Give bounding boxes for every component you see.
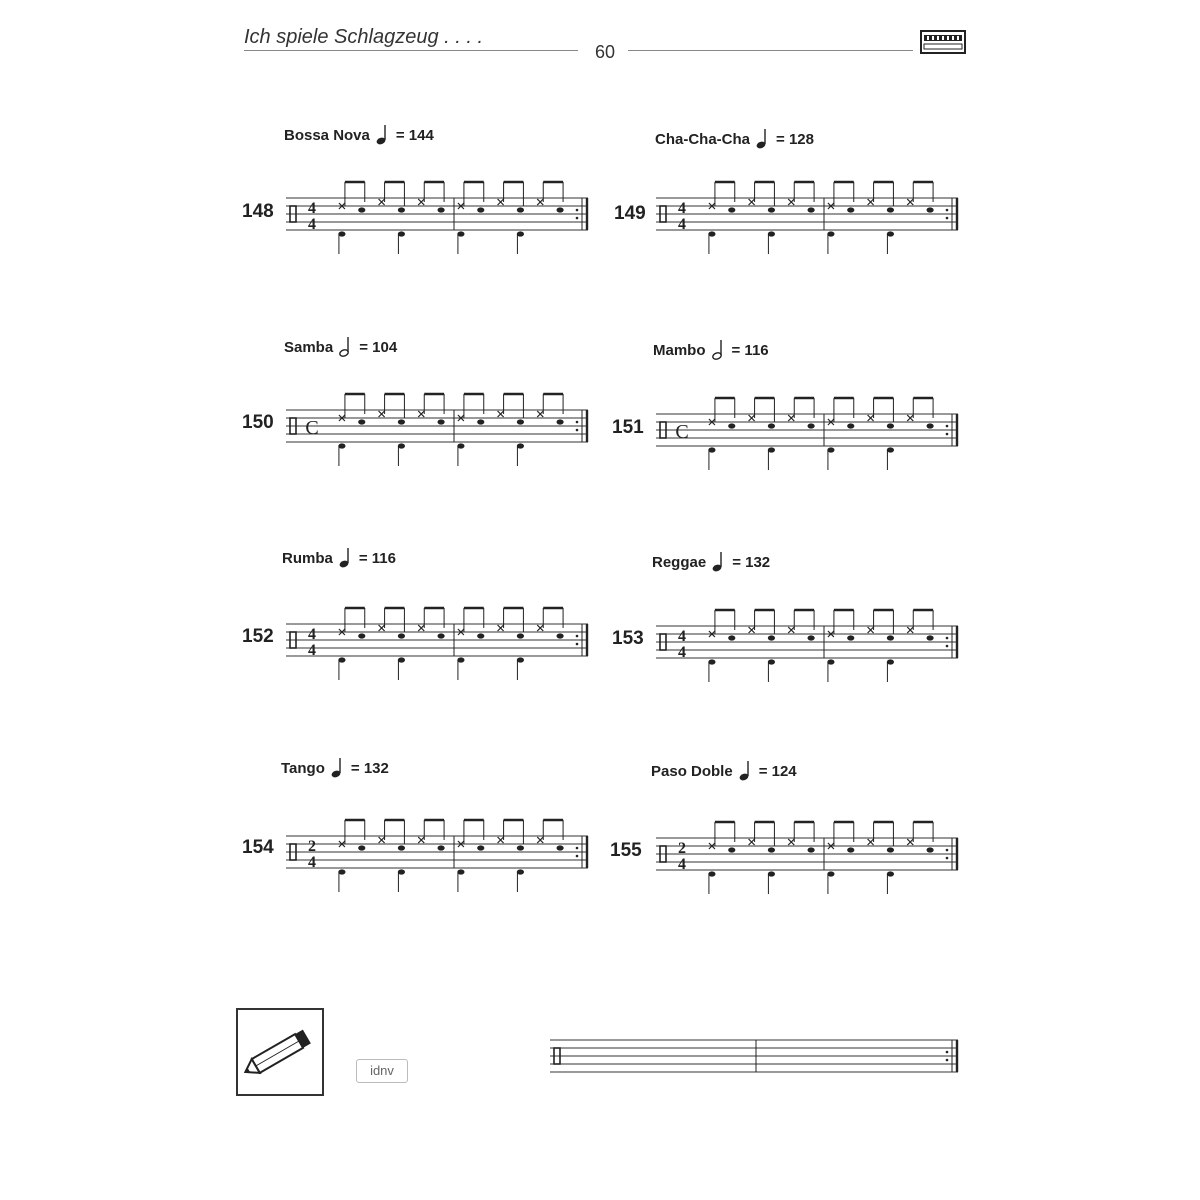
snare-note-icon — [517, 207, 524, 212]
exercise-number-155: 155 — [610, 840, 642, 861]
tempo-value: = 116 — [731, 341, 769, 359]
exercise-number-151: 151 — [612, 417, 644, 438]
repeat-dot — [946, 209, 949, 212]
quarter-note-icon — [376, 124, 390, 146]
repeat-dot — [946, 849, 949, 852]
cymbal-note-icon — [379, 411, 385, 417]
drum-staff-153 — [656, 596, 962, 692]
cymbal-note-icon — [907, 415, 913, 421]
snare-note-icon — [887, 207, 894, 212]
time-signature-top: 4 — [678, 200, 686, 217]
rhythm-name: Cha-Cha-Cha — [655, 130, 751, 148]
snare-note-icon — [768, 847, 775, 852]
repeat-dot — [576, 421, 579, 424]
snare-note-icon — [728, 207, 735, 212]
snare-note-icon — [517, 845, 524, 850]
repeat-dot — [946, 857, 949, 860]
snare-note-icon — [398, 207, 405, 212]
time-signature-bottom: 4 — [678, 856, 686, 873]
time-signature-bottom: 4 — [678, 216, 686, 233]
rhythm-name: Tango — [281, 759, 325, 777]
rhythm-name: Paso Doble — [651, 762, 733, 780]
repeat-dot — [946, 637, 949, 640]
repeat-dot — [946, 645, 949, 648]
cymbal-note-icon — [537, 411, 543, 417]
drum-staff-149 — [656, 168, 962, 264]
rhythm-name: Samba — [284, 338, 334, 356]
repeat-dot — [576, 429, 579, 432]
quarter-note-icon — [331, 757, 345, 779]
snare-note-icon — [477, 633, 484, 638]
header-rule-right — [628, 50, 913, 51]
snare-note-icon — [398, 633, 405, 638]
snare-note-icon — [358, 207, 365, 212]
snare-note-icon — [728, 847, 735, 852]
cymbal-note-icon — [788, 627, 794, 633]
snare-note-icon — [477, 845, 484, 850]
snare-note-icon — [887, 847, 894, 852]
snare-note-icon — [768, 207, 775, 212]
snare-note-icon — [517, 419, 524, 424]
drum-staff-154 — [286, 806, 592, 902]
cymbal-note-icon — [788, 199, 794, 205]
drum-staff-148 — [286, 168, 592, 264]
common-time-symbol: C — [305, 417, 319, 439]
tempo-value: = 124 — [758, 762, 797, 780]
snare-note-icon — [556, 419, 563, 424]
exercise-number-149: 149 — [614, 203, 646, 224]
time-signature-bottom: 4 — [308, 854, 316, 871]
cymbal-note-icon — [498, 199, 504, 205]
rhythm-name: Bossa Nova — [284, 126, 370, 144]
cymbal-note-icon — [379, 199, 385, 205]
snare-note-icon — [926, 207, 933, 212]
cymbal-note-icon — [788, 839, 794, 845]
rhythm-title-155 — [651, 760, 797, 782]
time-signature-top: 2 — [308, 838, 316, 855]
repeat-dot — [946, 1051, 949, 1054]
header-rule-left — [244, 50, 578, 51]
snare-note-icon — [358, 419, 365, 424]
snare-note-icon — [847, 635, 854, 640]
snare-note-icon — [807, 847, 814, 852]
snare-note-icon — [887, 423, 894, 428]
time-signature-bottom: 4 — [308, 642, 316, 659]
tempo-value: = 104 — [359, 338, 398, 356]
half-note-icon — [712, 339, 726, 361]
repeat-dot — [576, 209, 579, 212]
cymbal-note-icon — [498, 625, 504, 631]
book-title: Ich spiele Schlagzeug . . . . — [244, 26, 484, 48]
publisher-logo-icon — [920, 30, 966, 54]
cymbal-note-icon — [418, 625, 424, 631]
rhythm-title-152 — [282, 547, 396, 569]
snare-note-icon — [926, 635, 933, 640]
exercise-number-153: 153 — [612, 628, 644, 649]
repeat-dot — [946, 433, 949, 436]
cymbal-note-icon — [498, 837, 504, 843]
tempo-value: = 144 — [395, 126, 434, 144]
repeat-dot — [576, 217, 579, 220]
cymbal-note-icon — [418, 411, 424, 417]
cymbal-note-icon — [749, 199, 755, 205]
time-signature-top: 2 — [678, 840, 686, 857]
rhythm-title-148 — [284, 124, 434, 146]
snare-note-icon — [437, 633, 444, 638]
quarter-note-icon — [712, 551, 726, 573]
time-signature-top: 4 — [308, 200, 316, 217]
rhythm-name: Mambo — [653, 341, 706, 359]
snare-note-icon — [477, 419, 484, 424]
repeat-dot — [946, 1059, 949, 1062]
exercise-number-148: 148 — [242, 201, 274, 222]
snare-note-icon — [768, 635, 775, 640]
common-time-symbol: C — [675, 421, 689, 443]
time-signature-top: 4 — [678, 628, 686, 645]
rhythm-title-149 — [655, 128, 814, 150]
cymbal-note-icon — [749, 627, 755, 633]
time-signature-top: 4 — [308, 626, 316, 643]
time-signature-bottom: 4 — [308, 216, 316, 233]
half-note-icon — [339, 336, 353, 358]
cymbal-note-icon — [868, 199, 874, 205]
drum-staff-151 — [656, 384, 962, 480]
page-number: 60 — [594, 42, 616, 62]
rhythm-title-153 — [652, 551, 770, 573]
cymbal-note-icon — [907, 839, 913, 845]
snare-note-icon — [556, 633, 563, 638]
blank-practice-staff — [550, 1010, 962, 1106]
snare-note-icon — [437, 207, 444, 212]
drum-staff-152 — [286, 594, 592, 690]
tempo-value: = 132 — [732, 553, 771, 571]
quarter-note-icon — [739, 760, 753, 782]
cymbal-note-icon — [868, 627, 874, 633]
snare-note-icon — [517, 633, 524, 638]
snare-note-icon — [398, 845, 405, 850]
snare-note-icon — [728, 635, 735, 640]
repeat-dot — [576, 635, 579, 638]
cymbal-note-icon — [537, 199, 543, 205]
cymbal-note-icon — [418, 199, 424, 205]
cymbal-note-icon — [868, 839, 874, 845]
snare-note-icon — [398, 419, 405, 424]
rhythm-title-151 — [653, 339, 769, 361]
snare-note-icon — [887, 635, 894, 640]
cymbal-note-icon — [907, 627, 913, 633]
snare-note-icon — [437, 419, 444, 424]
snare-note-icon — [926, 423, 933, 428]
cymbal-note-icon — [418, 837, 424, 843]
snare-note-icon — [556, 845, 563, 850]
exercise-number-152: 152 — [242, 626, 274, 647]
tempo-value: = 132 — [350, 759, 389, 777]
drum-staff-155 — [656, 808, 962, 904]
snare-note-icon — [728, 423, 735, 428]
tempo-value: = 128 — [776, 130, 814, 148]
cymbal-note-icon — [907, 199, 913, 205]
repeat-dot — [946, 217, 949, 220]
snare-note-icon — [926, 847, 933, 852]
time-signature-bottom: 4 — [678, 644, 686, 661]
exercise-number-150: 150 — [242, 412, 274, 433]
cymbal-note-icon — [379, 837, 385, 843]
cymbal-note-icon — [749, 415, 755, 421]
rhythm-title-154 — [281, 757, 389, 779]
rhythm-name: Rumba — [282, 549, 333, 567]
drum-staff-150 — [286, 380, 592, 476]
snare-note-icon — [847, 847, 854, 852]
quarter-note-icon — [339, 547, 353, 569]
quarter-note-icon — [756, 128, 770, 150]
repeat-dot — [576, 855, 579, 858]
snare-note-icon — [768, 423, 775, 428]
rhythm-name: Reggae — [652, 553, 707, 571]
rhythm-title-150 — [284, 336, 397, 358]
exercise-number-154: 154 — [242, 837, 274, 858]
snare-note-icon — [358, 633, 365, 638]
snare-note-icon — [807, 423, 814, 428]
cymbal-note-icon — [868, 415, 874, 421]
snare-note-icon — [807, 207, 814, 212]
pencil-icon — [236, 1008, 324, 1096]
snare-note-icon — [556, 207, 563, 212]
repeat-dot — [576, 643, 579, 646]
cymbal-note-icon — [749, 839, 755, 845]
cymbal-note-icon — [498, 411, 504, 417]
snare-note-icon — [477, 207, 484, 212]
cymbal-note-icon — [379, 625, 385, 631]
snare-note-icon — [807, 635, 814, 640]
snare-note-icon — [437, 845, 444, 850]
cymbal-note-icon — [788, 415, 794, 421]
cymbal-note-icon — [537, 625, 543, 631]
idnv-stamp: idnv — [356, 1059, 408, 1083]
cymbal-note-icon — [537, 837, 543, 843]
snare-note-icon — [847, 207, 854, 212]
repeat-dot — [576, 847, 579, 850]
snare-note-icon — [847, 423, 854, 428]
tempo-value: = 116 — [358, 549, 396, 567]
snare-note-icon — [358, 845, 365, 850]
repeat-dot — [946, 425, 949, 428]
